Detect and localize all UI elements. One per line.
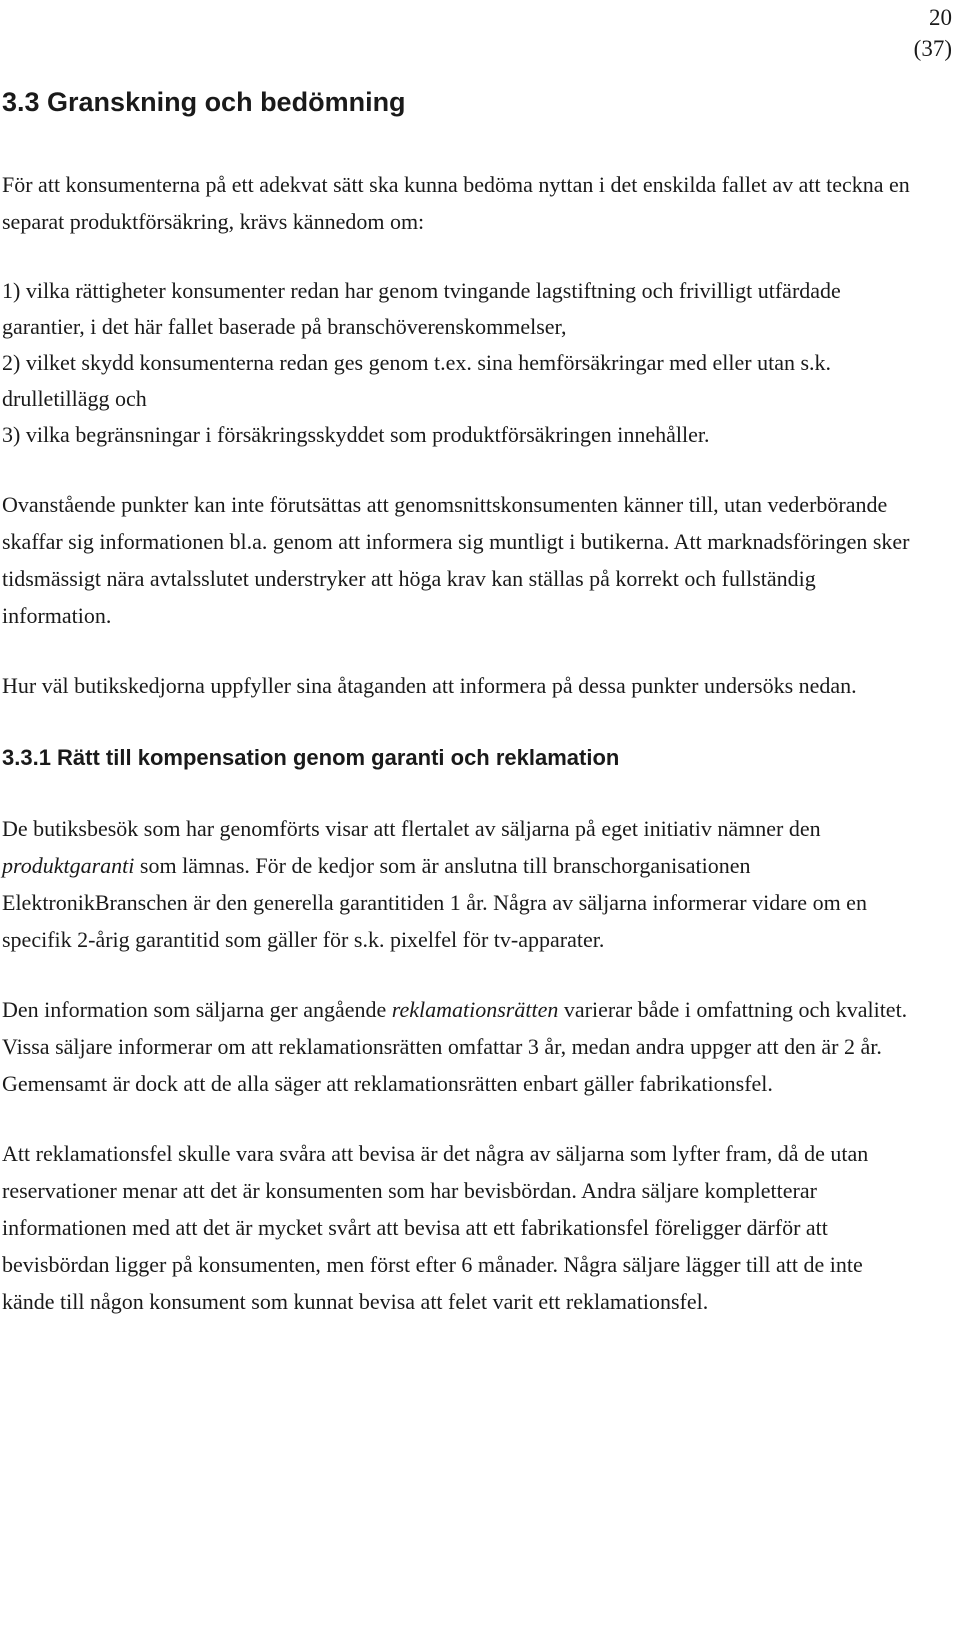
- list-item: 3) vilka begränsningar i försäkringsskyddet som produktförsäkringen innehåller.: [2, 422, 710, 447]
- page-number-total: (37): [913, 36, 952, 61]
- requirements-list: [2, 273, 917, 453]
- text-run: De butiksbesök som har genomförts visar att flertalet av säljarna på eget initiativ nämner den: [2, 816, 821, 841]
- text-run: varierar både i omfattning och kvalitet. Vissa säljare informerar om att reklamationsrätten omfattar 3 år, medan andra uppger att den är 2 år. Gemensamt är dock att de alla säger att reklamationsrätten enbart gäller fabrikationsfel.: [2, 997, 908, 1096]
- page-number-current: 20: [929, 5, 952, 30]
- emphasized-term: reklamationsrätten: [391, 997, 559, 1022]
- list-item: 2) vilket skydd konsumenterna redan ges genom t.ex. sina hemförsäkringar med eller utan s.k. drulletillägg och: [2, 350, 832, 411]
- emphasized-term: produktgaranti: [2, 853, 135, 878]
- body-paragraph: [2, 810, 917, 958]
- body-paragraph: [2, 991, 917, 1102]
- subsection-heading: 3.3.1 Rätt till kompensation genom garanti och reklamation: [2, 745, 620, 770]
- text-run: Den information som säljarna ger angående: [2, 997, 392, 1022]
- section-heading: 3.3 Granskning och bedömning: [2, 87, 406, 117]
- body-paragraph: Att reklamationsfel skulle vara svåra att bevisa är det några av säljarna som lyfter fram, då de utan reservationer menar att det är konsumenten som har bevisbördan. Andra säljare kompletterar informationen med att det är mycket svårt att bevisa att ett fabrikationsfel föreligger därför att bevisbördan ligger på konsumenten, men först efter 6 månader. Några säljare lägger till att de inte kände till någon konsument som kunnat bevisa att felet varit ett reklamationsfel.: [2, 1141, 869, 1314]
- page-number: [872, 2, 952, 64]
- intro-paragraph: För att konsumenterna på ett adekvat sätt ska kunna bedöma nyttan i det enskilda fallet av att teckna en separat produktförsäkring, krävs kännedom om:: [2, 172, 910, 234]
- body-paragraph: Hur väl butikskedjorna uppfyller sina åtaganden att informera på dessa punkter undersöks nedan.: [2, 673, 857, 698]
- text-run: som lämnas. För de kedjor som är anslutna till branschorganisationen ElektronikBranschen är den generella garantitiden 1 år. Några av säljarna informerar vidare om en specifik 2-årig garantitid som gäller för s.k. pixelfel för tv-apparater.: [2, 853, 867, 952]
- document-body: [2, 82, 917, 1353]
- body-paragraph: Ovanstående punkter kan inte förutsättas att genomsnittskonsumenten känner till, utan vederbörande skaffar sig informationen bl.a. genom att informera sig muntligt i butikerna. Att marknadsföringen sker tidsmässigt nära avtalsslutet understryker att höga krav kan ställas på korrekt och fullständig information.: [2, 492, 910, 628]
- list-item: 1) vilka rättigheter konsumenter redan har genom tvingande lagstiftning och frivilligt utfärdade garantier, i det här fallet baserade på branschöverenskommelser,: [2, 278, 841, 339]
